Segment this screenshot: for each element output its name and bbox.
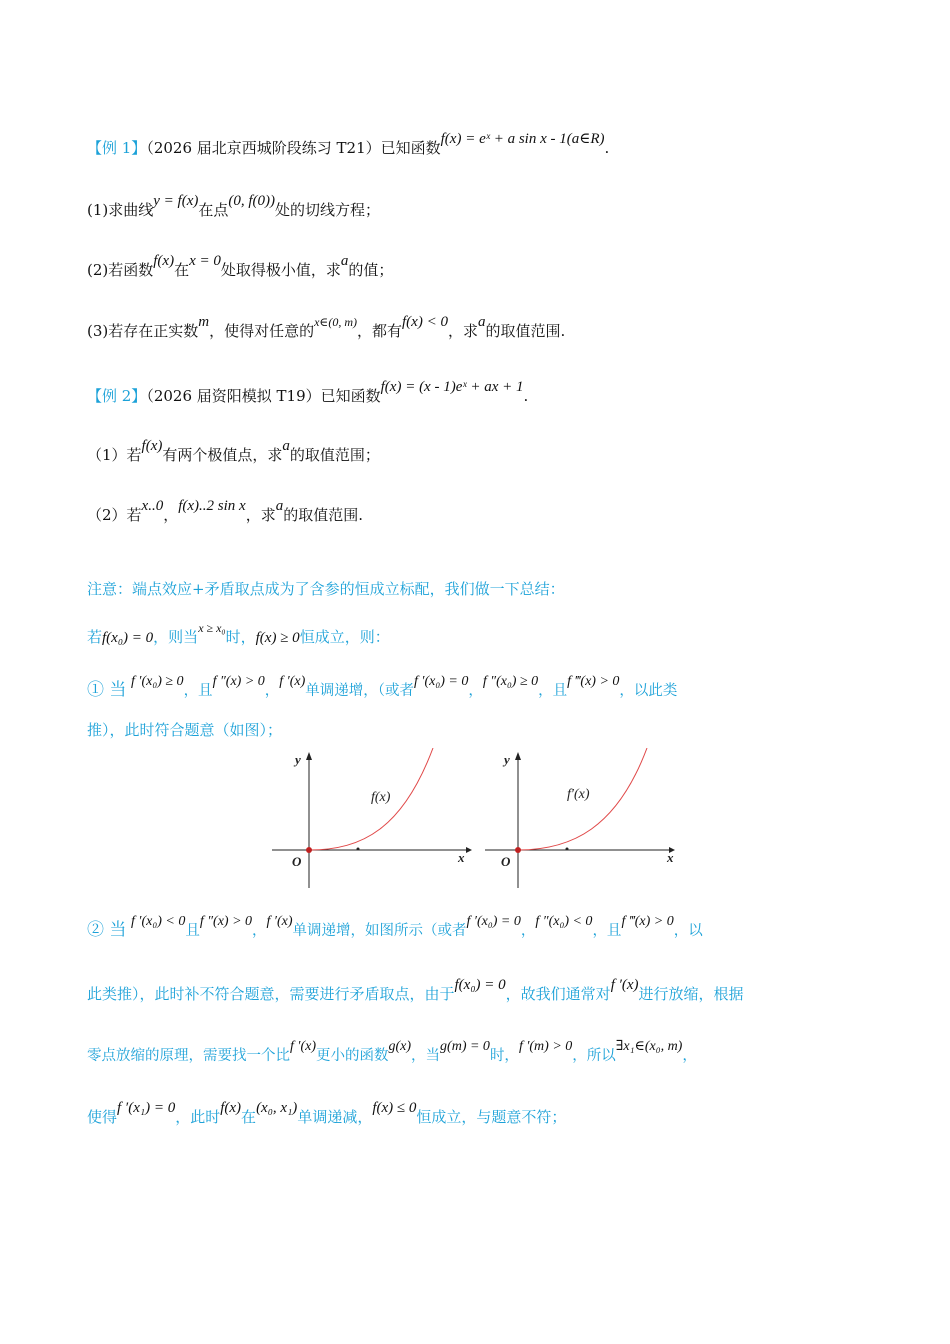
math: f(x) < 0 (402, 314, 448, 330)
math: a (275, 498, 284, 514)
text: 时， (225, 628, 256, 646)
text: ， (264, 683, 280, 699)
marked-point (357, 848, 360, 851)
example1-title-line (87, 131, 610, 159)
example1-question3 (87, 314, 566, 342)
math: g(m) = 0 (440, 1039, 490, 1054)
text: 在点 (198, 201, 229, 219)
math: f ′(x) (266, 914, 293, 929)
origin-point (306, 847, 312, 853)
text: ， (682, 1048, 697, 1064)
example2-source: （2026 届资阳模拟 T19）已知函数 (146, 387, 381, 405)
text: ② 当 (87, 920, 127, 940)
text: 时， (489, 1048, 519, 1064)
text: ，当 (411, 1048, 441, 1064)
text: ，且 (183, 683, 213, 699)
text: 且 (185, 923, 200, 939)
math: f ′(x) (610, 977, 639, 993)
example1-function: f(x) = eˣ + a sin x - 1(a∈R) (440, 131, 605, 147)
text: ， (520, 923, 536, 939)
curve-label: f(x) (371, 790, 391, 805)
math: f ′(x) (279, 674, 306, 689)
case2-line3 (87, 1039, 697, 1067)
text: ，故我们通常对 (505, 985, 611, 1003)
math: f ′(x₀) = 0 (466, 914, 521, 929)
text: ，求 (245, 506, 276, 524)
math: a (340, 253, 349, 269)
math: f ′(x₀) ≥ 0 (131, 674, 184, 689)
text: （1）若 (87, 446, 142, 464)
example2-function: f(x) = (x - 1)eˣ + ax + 1 (380, 379, 524, 395)
x-label: x (458, 850, 465, 865)
math: f(x) (141, 438, 163, 454)
example1-question1 (87, 193, 381, 221)
text: ，此时 (175, 1108, 221, 1126)
math: f(x)..2 sin x (178, 498, 246, 514)
example2-tag: 【例 2】 (87, 387, 147, 405)
example2-period: . (523, 387, 529, 405)
text: 使得 (87, 1108, 118, 1126)
math: f ″(x) > 0 (199, 914, 253, 929)
text: 的取值范围. (283, 506, 364, 524)
text: ， (163, 506, 179, 524)
note-title: 注意：端点效应+矛盾取点成为了含参的恒成立标配，我们做一下总结： (87, 580, 565, 598)
text: (3)若存在正实数 (87, 322, 199, 340)
text: 的值； (348, 261, 394, 279)
math: f ″(x) > 0 (212, 674, 265, 689)
origin-label: O (292, 854, 302, 869)
math: x ≥ x₀ (198, 621, 226, 635)
text: （2）若 (87, 506, 142, 524)
math: f ″(x₀) ≥ 0 (482, 674, 539, 689)
math: f ′(x₀) = 0 (414, 674, 469, 689)
x-label: x (667, 850, 674, 865)
text: 零点放缩的原理，需要找一个比 (87, 1048, 290, 1064)
math: a (477, 314, 486, 330)
text: ，且 (538, 683, 568, 699)
text: 单调递增，如图所示（或者 (292, 923, 467, 939)
text: ，所以 (572, 1048, 616, 1064)
math: f(x) (220, 1100, 242, 1116)
marked-point (566, 848, 569, 851)
y-axis-arrow-icon (306, 752, 312, 760)
y-label: y (504, 752, 510, 767)
example1-question2 (87, 253, 394, 281)
text: ① 当 (87, 680, 127, 700)
text: 单调递减， (297, 1108, 373, 1126)
origin-label: O (501, 854, 511, 869)
math: f(x₀) = 0 (102, 630, 154, 646)
math: f(x₀) = 0 (454, 977, 506, 993)
math: f(x) ≥ 0 (255, 630, 300, 646)
graph-f (268, 748, 478, 893)
text: 处的切线方程； (275, 201, 381, 219)
math: f ″(x₀) < 0 (535, 914, 593, 929)
text: 恒成立，则： (299, 628, 390, 646)
math: f ‴(x) > 0 (621, 914, 674, 929)
text: 的取值范围. (485, 322, 566, 340)
text: ，以 (673, 923, 703, 939)
math: f(x) ≤ 0 (372, 1100, 417, 1116)
text: 进行放缩，根据 (638, 985, 744, 1003)
text: ，且 (592, 923, 622, 939)
text: 在 (174, 261, 190, 279)
case2-line4 (87, 1100, 567, 1128)
case2-line1 (87, 914, 703, 942)
text: 有两个极值点，求 (162, 446, 283, 464)
math: y = f(x) (153, 193, 199, 209)
math: g(x) (388, 1039, 412, 1054)
example1-period: . (604, 139, 610, 157)
text: ，求 (447, 322, 478, 340)
math: ∃x₁∈(x₀, m) (615, 1039, 683, 1054)
math: x..0 (141, 498, 164, 514)
math: f(x) (153, 253, 175, 269)
text: 单调递增，（或者 (305, 683, 415, 699)
text: ， (252, 923, 267, 939)
text: 恒成立，与题意不符； (416, 1108, 567, 1126)
example1-tag: 【例 1】 (87, 139, 147, 157)
y-axis-arrow-icon (515, 752, 521, 760)
math: (0, f(0)) (228, 193, 276, 209)
example1-source: （2026 届北京西城阶段练习 T21）已知函数 (146, 139, 441, 157)
text: 的取值范围； (289, 446, 380, 464)
y-label: y (295, 752, 301, 767)
math: x = 0 (189, 253, 221, 269)
math: (x₀, x₁) (256, 1100, 298, 1116)
text: 在 (241, 1108, 257, 1126)
text: 若 (87, 628, 103, 646)
text: 更小的函数 (316, 1048, 389, 1064)
text: ，以此类 (619, 683, 678, 699)
text: ， (468, 683, 483, 699)
case1-line2: 推），此时符合题意（如图）； (87, 721, 283, 739)
case1-line1 (87, 674, 678, 702)
text: (1)求曲线 (87, 201, 154, 219)
graph-f-prime (477, 748, 687, 893)
math: f ′(x) (290, 1039, 316, 1054)
origin-point (515, 847, 521, 853)
text: ，都有 (356, 322, 402, 340)
curve-label: f′(x) (567, 787, 590, 802)
text: 处取得极小值，求 (220, 261, 341, 279)
text: 此类推），此时补不符合题意，需要进行矛盾取点，由于 (87, 985, 455, 1003)
x-axis-arrow-icon (466, 847, 472, 853)
note-condition-line (87, 621, 390, 648)
math: a (282, 438, 290, 454)
math: f ′(x₀) < 0 (131, 914, 186, 929)
text: ，使得对任意的 (209, 322, 315, 340)
math: f ′(m) > 0 (518, 1039, 573, 1054)
math: f ‴(x) > 0 (567, 674, 620, 689)
math: x∈(0, m) (314, 315, 357, 329)
case2-line2 (87, 977, 744, 1005)
text: ，则当 (153, 628, 199, 646)
example2-title-line (87, 379, 529, 407)
example2-question1 (87, 438, 380, 466)
text: (2)若函数 (87, 261, 154, 279)
example2-question2 (87, 498, 364, 526)
math: m (198, 314, 210, 330)
math: f ′(x₁) = 0 (117, 1100, 176, 1116)
